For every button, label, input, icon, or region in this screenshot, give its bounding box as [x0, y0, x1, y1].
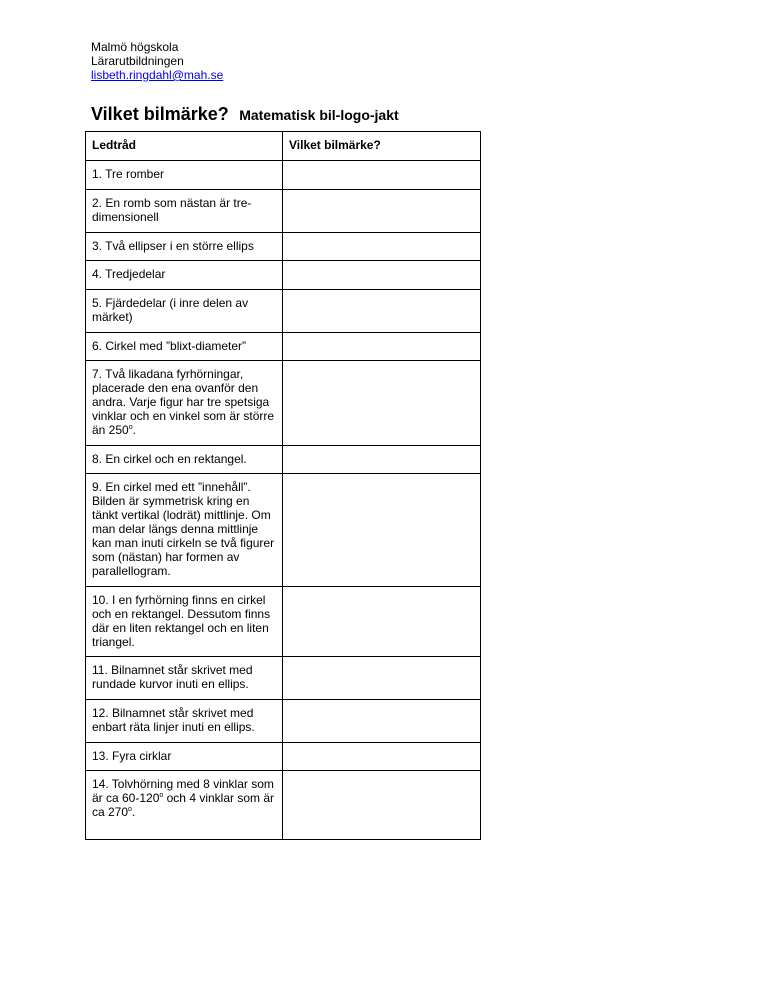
- answer-cell[interactable]: [282, 161, 480, 190]
- answer-cell[interactable]: [282, 771, 480, 840]
- clue-cell: [86, 361, 283, 446]
- table-row: [86, 233, 481, 261]
- clue-cell: 2. En romb som nästan är tre-dimensionell: [86, 190, 283, 233]
- clue-cell: 5. Fjärdedelar (i inre delen av märket): [86, 290, 283, 333]
- answer-cell[interactable]: [282, 446, 480, 474]
- clue-cell: 1. Tre romber: [86, 161, 283, 190]
- school-name: Malmö högskola: [91, 40, 179, 54]
- column-header-answer: Vilket bilmärke?: [282, 132, 480, 161]
- table-row: [86, 190, 481, 233]
- answer-cell[interactable]: [282, 700, 480, 743]
- clue-text-end: .: [131, 805, 136, 819]
- clue-cell: 8. En cirkel och en rektangel.: [86, 446, 283, 474]
- clue-cell: 13. Fyra cirklar: [86, 743, 283, 771]
- answer-cell[interactable]: [282, 657, 480, 700]
- table-row: [86, 361, 481, 446]
- clue-text-end: .: [132, 423, 136, 437]
- degree-symbol: o: [128, 424, 133, 431]
- document-header: [91, 40, 223, 82]
- table-row: [86, 474, 481, 587]
- clue-cell: 10. I en fyrhörning finns en cirkel och en rektangel. Dessutom finns där en liten rektangel och en liten triangel.: [86, 587, 283, 657]
- clue-cell: 11. Bilnamnet står skrivet med rundade kurvor inuti en ellips.: [86, 657, 283, 700]
- answer-cell[interactable]: [282, 333, 480, 361]
- table-row: [86, 657, 481, 700]
- email-link[interactable]: lisbeth.ringdahl@mah.se: [91, 68, 224, 82]
- degree-symbol: o: [128, 806, 132, 813]
- answer-cell[interactable]: [282, 587, 480, 657]
- clue-cell: 9. En cirkel med ett ”innehåll”. Bilden är symmetrisk kring en tänkt vertikal (lodrät) mittlinje. Om man delar längs denna mittlinje kan man inuti cirkeln se två figurer som (nästan) har formen av parallellogram.: [86, 474, 283, 587]
- clue-text: 14. Tolvhörning med 8 vinklar som är ca 60-120: [92, 777, 274, 805]
- table-row: [86, 290, 481, 333]
- department-name: Lärarutbildningen: [91, 54, 184, 68]
- answer-cell[interactable]: [282, 190, 480, 233]
- answer-cell[interactable]: [282, 361, 480, 446]
- table-row: [86, 743, 481, 771]
- table-row: [86, 446, 481, 474]
- table-row: [86, 161, 481, 190]
- answer-cell[interactable]: [282, 474, 480, 587]
- clue-cell: 12. Bilnamnet står skrivet med enbart räta linjer inuti en ellips.: [86, 700, 283, 743]
- clue-text: 7. Två likadana fyrhörningar, placerade den ena ovanför den andra. Varje figur har tre spetsiga vinklar och en vinkel som är större än 250: [92, 367, 275, 437]
- table-row: [86, 261, 481, 290]
- title-main: Vilket bilmärke?: [91, 104, 229, 124]
- answer-cell[interactable]: [282, 743, 480, 771]
- page-title: [91, 104, 399, 125]
- clue-cell: 6. Cirkel med ”blixt-diameter”: [86, 333, 283, 361]
- table-row: [86, 700, 481, 743]
- answer-cell[interactable]: [282, 290, 480, 333]
- clue-text-middle: och 4 vinklar som är ca 270: [92, 791, 275, 819]
- table-header-row: [86, 132, 481, 161]
- clue-table: [85, 131, 481, 840]
- answer-cell[interactable]: [282, 233, 480, 261]
- answer-cell[interactable]: [282, 261, 480, 290]
- column-header-clue: Ledtråd: [86, 132, 283, 161]
- clue-cell: 3. Två ellipser i en större ellips: [86, 233, 283, 261]
- table-row: [86, 771, 481, 840]
- table-row: [86, 587, 481, 657]
- clue-cell: 4. Tredjedelar: [86, 261, 283, 290]
- clue-cell: [86, 771, 283, 840]
- table-row: [86, 333, 481, 361]
- degree-symbol: o: [159, 792, 164, 799]
- title-subtitle: Matematisk bil-logo-jakt: [239, 107, 399, 123]
